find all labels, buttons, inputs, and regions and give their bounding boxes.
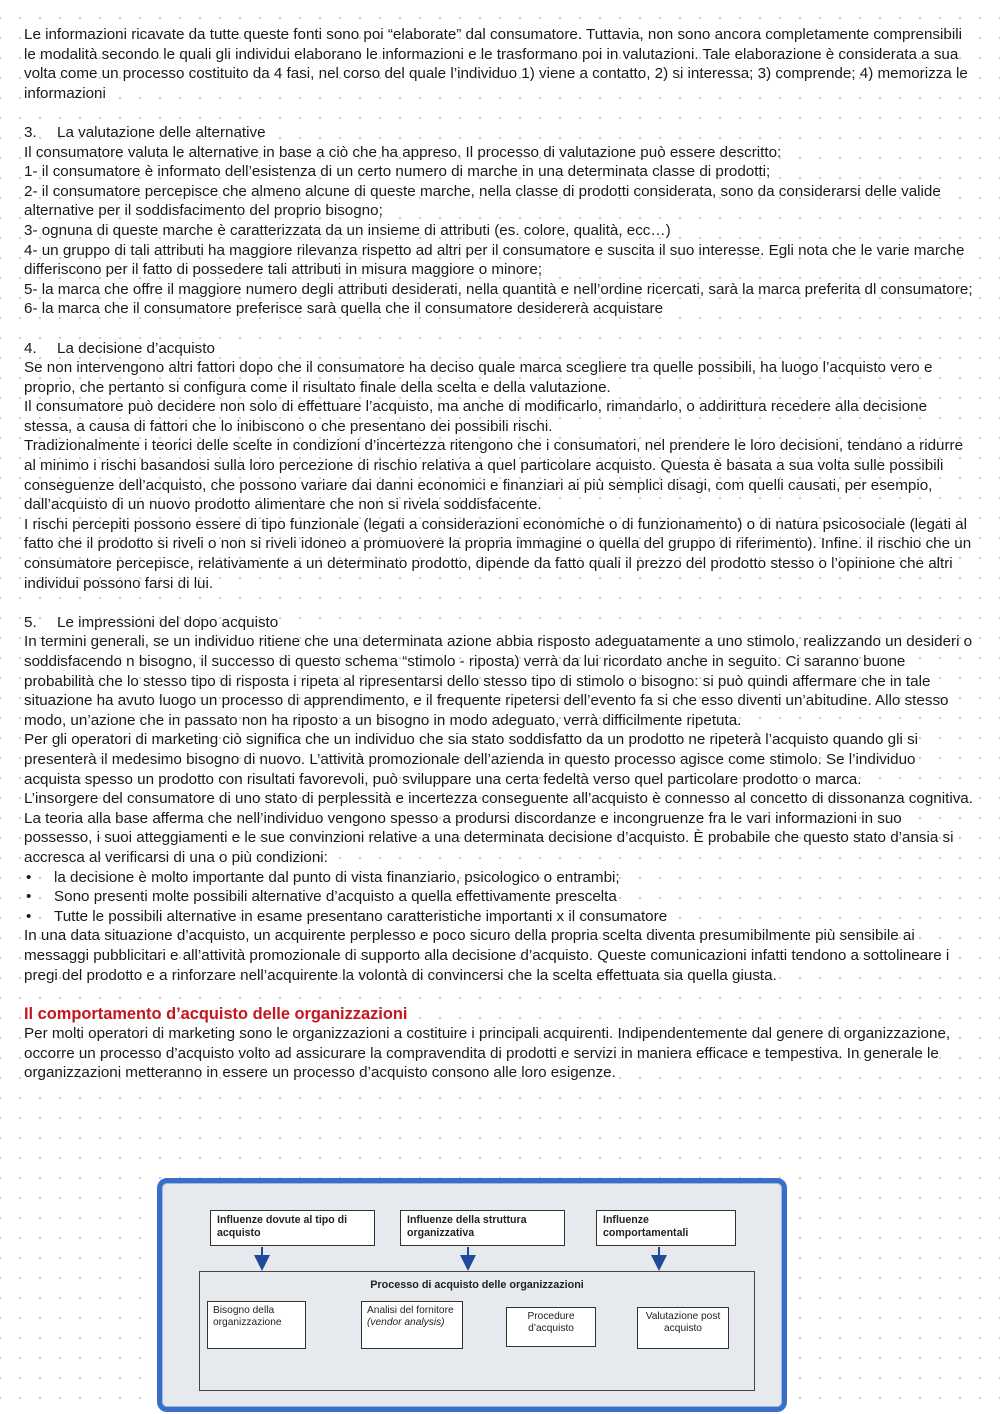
step-box-post-purchase-evaluation: Valutazione post acquisto — [637, 1307, 729, 1349]
step-box-supplier-analysis — [361, 1301, 463, 1349]
section-3-line: 6- la marca che il consumatore preferisce sarà quella che il consumatore desidererà acquistare — [24, 300, 664, 318]
step-box-purchase-procedures: Procedure d’acquisto — [506, 1307, 596, 1347]
bullet-symbol: • — [26, 907, 32, 925]
section-3-line: 2- il consumatore percepisce che almeno alcune di queste marche, nella classe di prodotti considerata, sono da considerarsi delle valide alternative per il soddisfacimento del proprio bisogno; — [24, 182, 941, 220]
section-3-line: 5- la marca che offre il maggiore numero degli attributi desiderati, nella quantità e nell’ordine ricercati, sarà la marca preferita dl consumatore; — [24, 280, 973, 298]
section-3-line: Il consumatore valuta le alternative in base a ciò che ha appreso. Il processo di valutazione può essere descritto: — [24, 143, 782, 161]
bullet-symbol: • — [26, 888, 32, 906]
bullet-text: Tutte le possibili alternative in esame presentano caratteristiche importanti x il consumatore — [54, 907, 668, 925]
section-5-number: 5. — [24, 613, 37, 631]
step-label-supplier-analysis: Analisi del fornitore — [367, 1305, 454, 1316]
section-4-paragraph: I rischi percepiti possono essere di tipo funzionale (legati a considerazioni economiche o di funzionamento) o di natura psicosociale (legati al fatto che il prodotto si riveli o non si riveli idoneo a promuovere la propria immagine o quella del gruppo di riferimento). Infine. il rischio che un consumatore percepisce, relativamente a un determinato prodotto, dipende da fatto quali il prezzo del prodotto stesso o l’opinione che altri individui possono farsi di lui. — [24, 515, 972, 592]
vendor-analysis-note: (vendor analysis) — [367, 1317, 445, 1329]
bullet-symbol: • — [26, 868, 32, 886]
section-5-paragraph: In termini generali, se un individuo ritiene che una determinata azione abbia risposto adeguatamente a uno stimolo, realizzando un desideri o soddisfacendo n bisogno, il successo di questo schema “stimolo - riposta) verrà da lui ricordato anche in seguito. Ci saranno buone probabilità che lo stesso tipo di risposta i ripeta al ripresentarsi dello stesso tipo di stimolo o bisogno: si può quindi affermare che in tale situazione ha avuto luogo un processo di apprendimento, e il frequente ripetersi dell’evento fa si che esso diventi un’abitudine. Allo stesso modo, un’azione che in passato non ha riposto a un bisogno in modo adeguato, verrà difficilmente ripetuta. — [24, 633, 973, 729]
bullet-text: Sono presenti molte possibili alternative d’acquisto a quella effettivamente prescelta — [54, 888, 617, 906]
section-4-paragraph: Tradizionalmente i teorici delle scelte in condizioni d’incertezza ritengono che i consumatori, nel prendere le loro decisioni, tendano a ridurre al minimo i rischi basandosi sulla loro percezione di rischio relativa a quel particolare acquisto. Questa è basata a sua volta sulle possibili conseguenze dell’acquisto, che possono variare dai danni economici e finanziari ai più semplici disagi, com quelli causati, per esempio, dall’acquisto di un nuovo prodotto alimentare che non si rivela soddisfacente. — [24, 437, 964, 514]
bullet-item — [24, 868, 974, 888]
section-4-paragraph: Se non intervengono altri fattori dopo che il consumatore ha deciso quale marca scegliere tra quelle possibili, ha luogo l’acquisto vero e proprio, che pertanto si configura come il risultato finale della scelta e della valutazione. — [24, 359, 933, 396]
section-4-heading — [24, 339, 974, 359]
section-3-line: 3- ognuna di queste marche è caratterizzata da un insieme di attributi (es. colore, qualità, ecc…) — [24, 221, 671, 239]
org-section-title: Il comportamento d’acquisto delle organizzazioni — [24, 1004, 408, 1023]
section-4-number: 4. — [24, 339, 37, 357]
influence-box-purchase-type: Influenze dovute al tipo di acquisto — [210, 1210, 375, 1246]
bullet-item — [24, 907, 974, 927]
intro-paragraph: Le informazioni ricavate da tutte queste fonti sono poi “elaborate” dal consumatore. Tuttavia, non sono ancora completamente comprensibili le modalità secondo le quali gli individui elaborano le informazioni e le trasformano poi in valutazioni. Tale elaborazione è considerata a sua volta come un processo costituito da 4 fasi, nel corso del quale l’individuo 1) viene a contatto, 2) si interessa; 3) comprende; 4) memorizza le informazioni — [24, 26, 968, 102]
bullet-text: la decisione è molto importante dal punto di vista finanziario, psicologico o entrambi; — [54, 868, 620, 886]
organizational-buying-diagram — [157, 1178, 787, 1412]
section-5-closing: In una data situazione d’acquisto, un acquirente perplesso e poco sicuro della propria scelta diventa presumibilmente più sensibile ai messaggi pubblicitari e all’attività promozionale di supporto alla decisione d’acquisto. Queste comunicazioni infatti tendono a sottolineare i pregi del prodotto e a rinforzare nell’acquirente la volontà di convincersi che la scelta effettuata sia quella giusta. — [24, 927, 950, 984]
section-3-line: 4- un gruppo di tali attributi ha maggiore rilevanza rispetto ad altri per il consumatore e suscita il suo interesse. Egli nota che le varie marche differiscono per il fatto di possedere tali attributi in misura maggiore o minore; — [24, 241, 965, 279]
section-5-paragraph: Per gli operatori di marketing ciò significa che un individuo che sia stato soddisfatto da un prodotto ne ripeterà l’acquisto quando gli si presenterà il medesimo bisogno di nuovo. L’attività promozionale dell’azienda in questo processo agisce come stimolo. Se l’individuo acquista spesso un prodotto con risultati favorevoli, può sviluppare una certa fedeltà verso quel particolare prodotto o marca. — [24, 731, 919, 788]
influence-box-behavioral: Influenze comportamentali — [596, 1210, 736, 1246]
influence-box-org-structure: Influenze della struttura organizzativa — [400, 1210, 565, 1246]
section-3-heading — [24, 123, 974, 143]
section-4-paragraph: Il consumatore può decidere non solo di effettuare l’acquisto, ma anche di modificarlo, rimandarlo, o addirittura recedere alla decisione stessa, a causa di fattori che lo inibiscono o che presentano dei possibili rischi. — [24, 398, 928, 435]
section-3-title: La valutazione delle alternative — [57, 123, 266, 141]
section-3-number: 3. — [24, 123, 37, 141]
document-body — [24, 25, 974, 1083]
step-box-need: Bisogno della organizzazione — [207, 1301, 306, 1349]
section-5-paragraph: L’insorgere del consumatore di uno stato di perplessità e incertezza conseguente all’acquisto è connesso al concetto di dissonanza cognitiva. La teoria alla base afferma che nell’individuo vengono spesso a prodursi discordanze e incongruenze fra le vari informazioni in suo possesso, i suoi atteggiamenti e le sue convinzioni relative a una determinata decisione d’acquisto. È probabile che questo stato d’ansia si accresca al verificarsi di una o più condizioni: — [24, 790, 973, 866]
section-5-heading — [24, 613, 974, 633]
section-3-line: 1- il consumatore è informato dell’esistenza di un certo numero di marche in una determinata classe di prodotti; — [24, 163, 771, 181]
process-title: Processo di acquisto delle organizzazioni — [370, 1279, 584, 1291]
bullet-item — [24, 887, 974, 907]
section-5-title: Le impressioni del dopo acquisto — [57, 613, 279, 631]
org-section-text: Per molti operatori di marketing sono le organizzazioni a costituire i principali acquirenti. Indipendentemente dal genere di organizzazione, occorre un processo d’acquisto volto ad assicurare la compravendita di prodotti e servizi in maniera efficace e tempestiva. In generale le organizzazioni metteranno in essere un processo d’acquisto consono alle loro esigenze. — [24, 1025, 951, 1082]
section-4-title: La decisione d’acquisto — [57, 339, 215, 357]
